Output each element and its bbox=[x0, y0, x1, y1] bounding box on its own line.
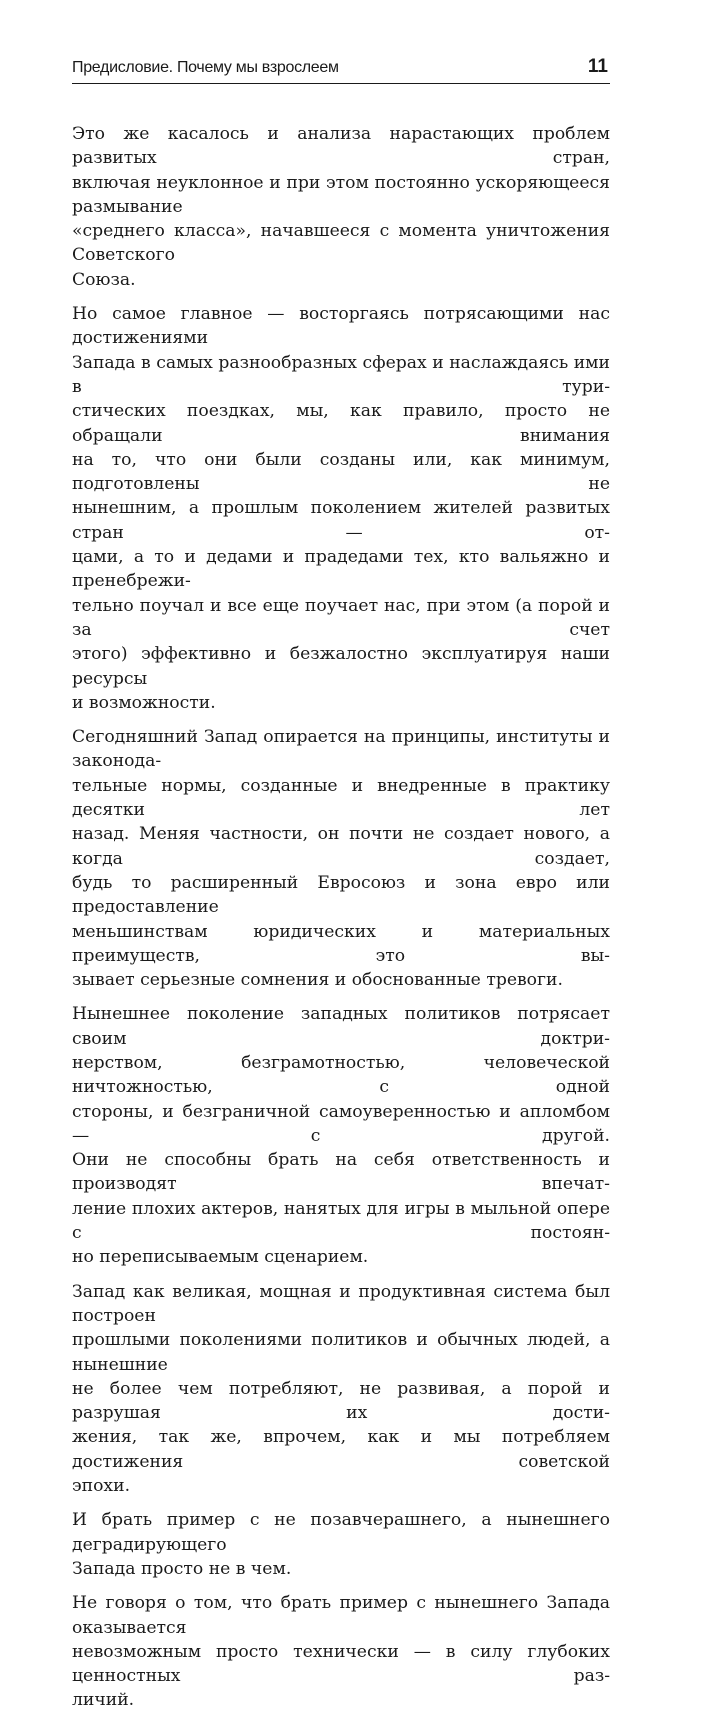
text-line: нынешним, а прошлым поколением жителей развитых стран — от- bbox=[72, 498, 610, 543]
text-line: нерством, безграмотностью, человеческой ничтожностью, с одной bbox=[72, 1052, 610, 1098]
text-line: стических поездках, мы, как правило, просто не обращали внимания bbox=[72, 401, 610, 446]
paragraph-3 bbox=[72, 725, 610, 992]
text-line: зывает серьезные сомнения и обоснованные тревоги. bbox=[72, 970, 563, 991]
text-line: Нынешнее поколение западных политиков потрясает своим доктри- bbox=[72, 1004, 610, 1049]
text-line: Запад как великая, мощная и продуктивная система был построен bbox=[72, 1281, 610, 1326]
paragraph-1 bbox=[72, 122, 610, 292]
text-line: меньшинствам юридических и материальных преимуществ, это вы- bbox=[72, 921, 610, 966]
running-title: Предисловие. Почему мы взрослеем bbox=[72, 59, 339, 76]
paragraph-4 bbox=[72, 1002, 610, 1269]
text-line: Запада просто не в чем. bbox=[72, 1558, 292, 1579]
text-line: Это же касалось и анализа нарастающих проблем развитых стран, bbox=[72, 124, 610, 169]
text-line: личий. bbox=[72, 1690, 135, 1711]
text-line: Они не способны брать на себя ответственность и производят впечат- bbox=[72, 1150, 610, 1195]
text-line: назад. Меняя частности, он почти не создает нового, а когда создает, bbox=[72, 824, 610, 869]
text-line: не более чем потребляют, не развивая, а порой и разрушая их дости- bbox=[72, 1378, 610, 1424]
text-line: этого) эффективно и безжалостно эксплуатируя наши ресурсы bbox=[72, 644, 610, 689]
text-line: невозможным просто технически — в силу глубоких ценностных раз- bbox=[72, 1641, 610, 1687]
text-line: Но самое главное — восторгаясь потрясающими нас достижениями bbox=[72, 304, 610, 349]
paragraph-5 bbox=[72, 1280, 610, 1499]
page-number: 11 bbox=[587, 56, 608, 77]
text-line: Союза. bbox=[72, 269, 136, 290]
text-line: включая неуклонное и при этом постоянно ускоряющееся размывание bbox=[72, 172, 610, 217]
paragraph-6 bbox=[72, 1508, 610, 1581]
text-line: но переписываемым сценарием. bbox=[72, 1247, 369, 1268]
text-line: «среднего класса», начавшееся с момента уничтожения Советского bbox=[72, 221, 610, 266]
text-line: эпохи. bbox=[72, 1476, 131, 1497]
text-line: прошлыми поколениями политиков и обычных людей, а нынешние bbox=[72, 1330, 610, 1375]
text-line: жения, так же, впрочем, как и мы потребляем достижения советской bbox=[72, 1427, 610, 1472]
paragraph-2 bbox=[72, 302, 610, 715]
text-line: Не говоря о том, что брать пример с нынешнего Запада оказывается bbox=[72, 1593, 610, 1638]
text-line: И брать пример с не позавчерашнего, а нынешнего деградирующего bbox=[72, 1510, 610, 1555]
running-header bbox=[72, 57, 610, 84]
text-line: тельно поучал и все еще поучает нас, при этом (а порой и за счет bbox=[72, 595, 610, 640]
text-line: Сегодняшний Запад опирается на принципы, институты и законода- bbox=[72, 727, 610, 772]
body-text bbox=[72, 122, 610, 1723]
text-line: и возможности. bbox=[72, 692, 216, 713]
paragraph-7 bbox=[72, 1591, 610, 1712]
text-line: будь то расширенный Евросоюз и зона евро или предоставление bbox=[72, 872, 610, 918]
text-line: ление плохих актеров, нанятых для игры в мыльной опере с постоян- bbox=[72, 1198, 610, 1244]
text-line: на то, что они были созданы или, как минимум, подготовлены не bbox=[72, 449, 610, 495]
text-line: цами, а то и дедами и прадедами тех, кто вальяжно и пренебрежи- bbox=[72, 547, 610, 592]
text-line: тельные нормы, созданные и внедренные в практику десятки лет bbox=[72, 775, 610, 821]
text-line: стороны, и безграничной самоуверенностью и апломбом — с другой. bbox=[72, 1101, 610, 1146]
text-line: Запада в самых разнообразных сферах и наслаждаясь ими в тури- bbox=[72, 352, 610, 397]
